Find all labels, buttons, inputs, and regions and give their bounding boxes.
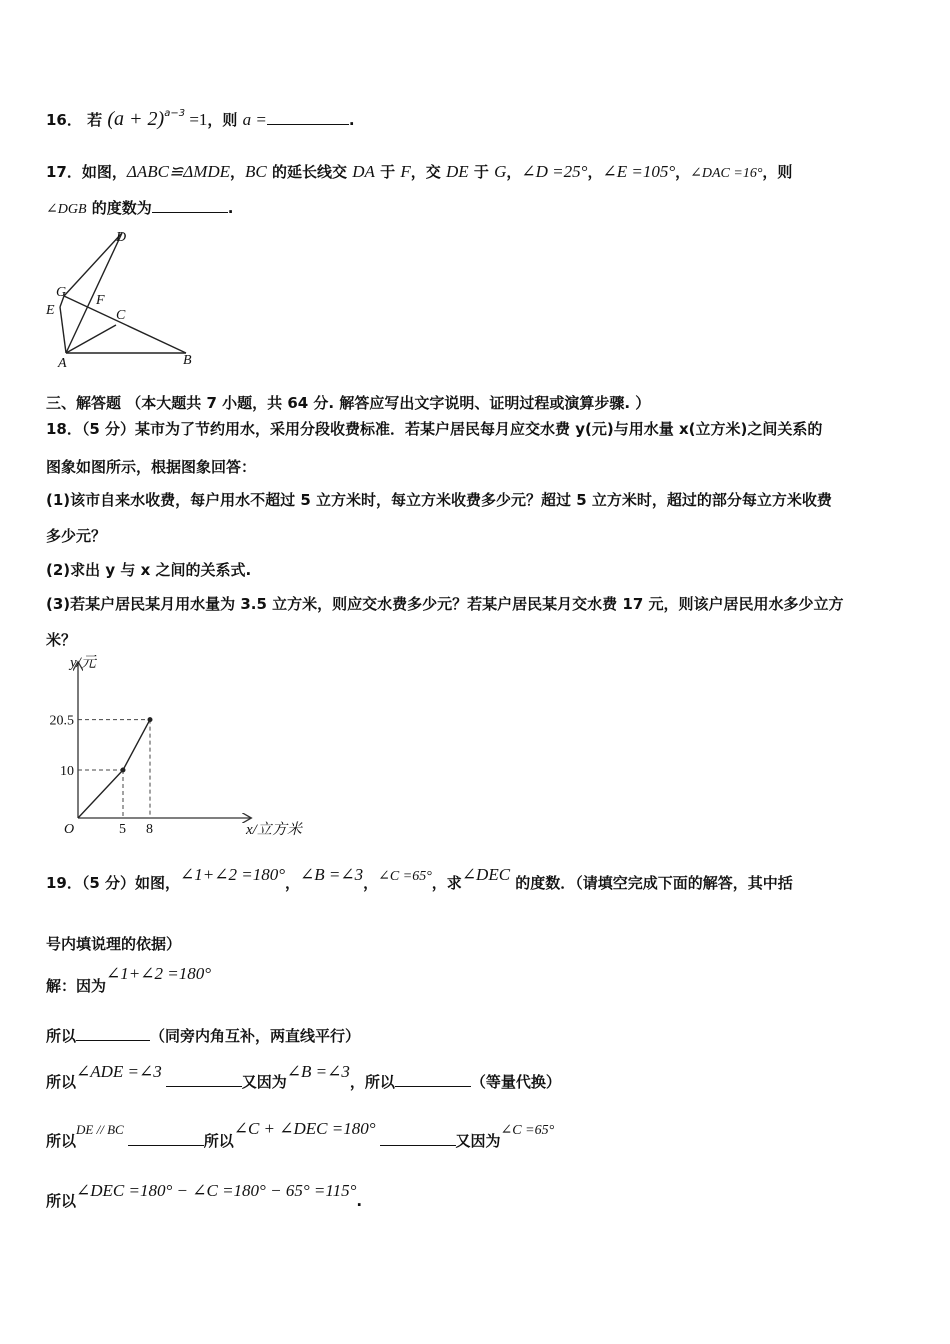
q16-var: a = — [242, 110, 267, 129]
q16-prefix: 若 — [87, 111, 103, 129]
q18-chart-ytick: 20.5 — [49, 713, 74, 729]
fig17-label-d: D — [116, 230, 127, 245]
q18-chart-segment — [78, 770, 123, 818]
q19-step2-expr: ∠ADE =∠3 — [76, 1062, 162, 1081]
q17-angle-dac: ∠DAC =16° — [690, 166, 763, 181]
fig17-label-c: C — [116, 308, 126, 323]
q17-text: 于 — [374, 163, 401, 181]
q19-step3-mid2: 又因为 — [455, 1132, 501, 1150]
q19-sol-label: 解：因为 — [46, 977, 107, 995]
q17-text: ， — [506, 163, 522, 181]
q19-step3-blank2[interactable] — [380, 1131, 456, 1146]
q19-step1 — [46, 1025, 360, 1046]
fig17-line-gd — [64, 233, 122, 296]
fig17-line-ad — [66, 233, 122, 353]
q18-chart-point — [148, 718, 152, 722]
q19-step1-prefix: 所以 — [46, 1027, 77, 1045]
q19-step2-reason: （等量代换） — [470, 1073, 561, 1091]
q19-sol-angle-sum: ∠1+∠2 =180° — [106, 964, 211, 983]
q17-g: G — [494, 162, 507, 181]
q18-part1b: 多少元？ — [46, 527, 107, 545]
q19-step3-expr3: ∠C =65° — [500, 1123, 555, 1138]
q19-step3-mid: 所以 — [203, 1132, 234, 1150]
q17-text: 于 — [468, 163, 495, 181]
q18-chart-point — [121, 768, 125, 772]
q17-text: 如图， — [81, 163, 127, 181]
question-17-line2 — [46, 197, 233, 218]
q17-answer-blank[interactable] — [152, 198, 228, 213]
question-16 — [46, 108, 355, 131]
q19-text: ， — [363, 874, 379, 892]
q19-angle-b3: ∠B =∠3 — [300, 865, 364, 884]
q17-end: . — [227, 199, 234, 217]
q18-chart — [40, 655, 330, 840]
fig17-label-e: E — [46, 303, 55, 318]
q19-step3-prefix: 所以 — [46, 1132, 77, 1150]
q16-end: . — [348, 111, 355, 129]
q18-part1a: (1)该市自来水收费，每户用水不超过 5 立方米时，每立方米收费多少元？超过 5 立方米时，超过的部分每立方米收费 — [46, 491, 832, 509]
q18-line2: 图象如图所示，根据图象回答： — [46, 458, 257, 476]
q19-angle-c: ∠C =65° — [378, 869, 432, 884]
q16-base: (a + 2) — [107, 108, 165, 130]
fig17-line-ea — [60, 307, 66, 353]
q18-chart-xtick: 5 — [119, 822, 126, 837]
section-3-title: 三、解答题 （本大题共 7 小题，共 64 分. 解答应写出文字说明、证明过程或演算步骤. ） — [46, 394, 651, 412]
q18-chart-ylabel: y/元 — [70, 655, 96, 671]
fig17-label-g: G — [56, 285, 67, 300]
q18-chart-segment — [123, 720, 150, 770]
q17-text: ，则 — [762, 163, 793, 181]
q19-text: ，求 — [431, 874, 462, 892]
q19-step3 — [46, 1119, 555, 1151]
figure-17 — [40, 222, 210, 372]
q19-step2-expr2: ∠B =∠3 — [286, 1062, 350, 1081]
fig17-line-ac — [66, 325, 116, 353]
q17-f: F — [400, 162, 411, 181]
q17-text: 的延长线交 — [266, 163, 353, 181]
q18-line1: 18．（5 分）某市为了节约用水，采用分段收费标准．若某户居民每月应交水费 y(元)与用水量 x(立方米)之间关系的 — [46, 420, 823, 438]
fig17-label-f: F — [96, 293, 105, 308]
q18-part3b: 米？ — [46, 631, 77, 649]
q19-step3-blank1[interactable] — [128, 1131, 204, 1146]
q18-chart-ytick: 10 — [60, 764, 74, 779]
q19-step4 — [46, 1181, 363, 1211]
q18-chart-origin: O — [64, 822, 75, 837]
question-17 — [46, 161, 792, 182]
q19-step2-mid2: ，所以 — [349, 1073, 395, 1091]
q19-number: 19．（5 分）如图， — [46, 874, 181, 892]
q19-step4-end: . — [356, 1192, 363, 1210]
q17-de: DE — [445, 162, 469, 181]
q16-exponent: a−3 — [164, 108, 186, 119]
q19-step1-reason: （同旁内角互补，两直线平行） — [150, 1027, 361, 1045]
q19-text: ， — [285, 874, 301, 892]
q17-number: 17． — [46, 163, 82, 181]
q19-line2: 号内填说理的依据） — [46, 935, 182, 953]
q16-number: 16． — [46, 111, 82, 129]
fig17-label-b: B — [183, 353, 192, 368]
q19-step2-blank2[interactable] — [395, 1072, 471, 1087]
q17-angle-e: ∠E =105° — [602, 162, 676, 181]
q19-step2 — [46, 1062, 561, 1092]
question-19 — [46, 865, 793, 893]
q19-angle-dec: ∠DEC — [461, 865, 511, 884]
q19-text: 的度数．（请填空完成下面的解答，其中括 — [510, 874, 793, 892]
q18-chart-xtick: 8 — [146, 822, 153, 837]
q18-part2: (2)求出 y 与 x 之间的关系式. — [46, 561, 252, 579]
q19-step2-prefix: 所以 — [46, 1073, 77, 1091]
q16-equals: =1 — [185, 110, 208, 129]
q17-text: ，交 — [410, 163, 446, 181]
q19-step4-prefix: 所以 — [46, 1192, 77, 1210]
q18-part3a: (3)若某户居民某月用水量为 3.5 立方米，则应交水费多少元？若某户居民某月交水费 17 元，则该户居民用水多少立方 — [46, 595, 844, 613]
fig17-label-a: A — [58, 356, 67, 371]
q19-step1-blank[interactable] — [76, 1026, 150, 1041]
q17-bc: BC — [245, 162, 267, 181]
q17-text: ， — [230, 163, 246, 181]
q17-angle-dgb: ∠DGB — [46, 202, 87, 217]
q17-congruence: ΔABC≌ΔMDE — [126, 162, 231, 181]
q19-angle-sum: ∠1+∠2 =180° — [180, 865, 286, 884]
q16-answer-blank[interactable] — [267, 110, 349, 125]
q19-step2-blank1[interactable] — [166, 1072, 242, 1087]
q17-text: 的度数为 — [86, 199, 152, 217]
q19-solution-start — [46, 964, 211, 996]
q17-text: ， — [675, 163, 691, 181]
q19-step3-expr2: ∠C + ∠DEC =180° — [233, 1119, 376, 1138]
q19-step3-expr: DE // BC — [76, 1122, 124, 1137]
q16-mid: ，则 — [207, 111, 243, 129]
q18-chart-xlabel: x/立方米 — [246, 822, 302, 838]
q17-angle-d: ∠D =25° — [521, 162, 588, 181]
q19-step2-mid: 又因为 — [241, 1073, 287, 1091]
q17-text: ， — [587, 163, 603, 181]
q17-da: DA — [352, 162, 375, 181]
q19-step4-expr: ∠DEC =180° − ∠C =180° − 65° =115° — [76, 1181, 357, 1200]
